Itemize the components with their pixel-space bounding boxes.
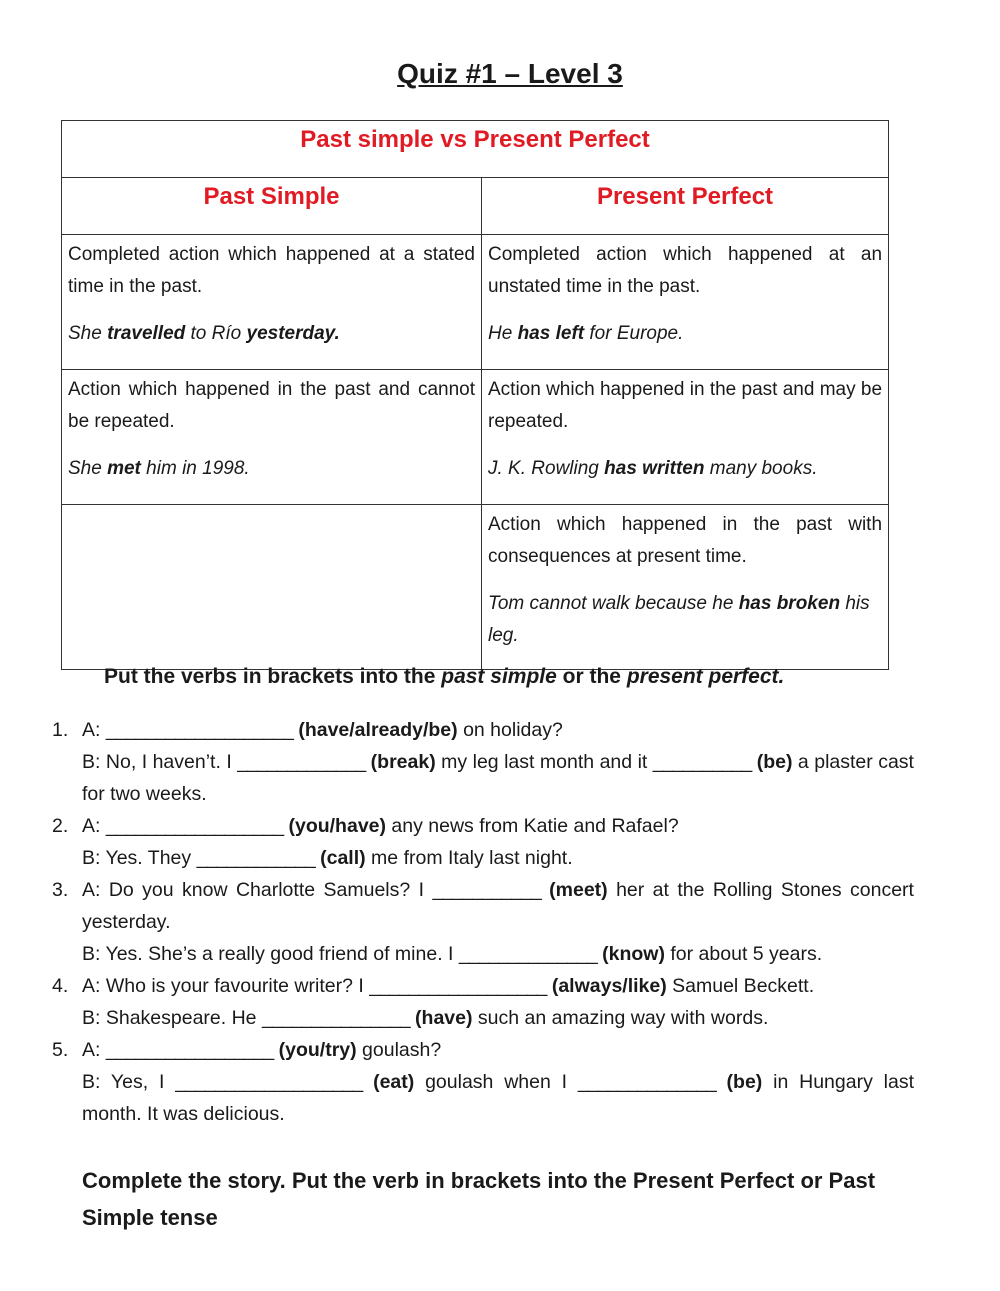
verb-hint: (always/like) <box>546 975 667 997</box>
dialogue-line: A: ___________________ (have/already/be) on holiday? <box>82 719 563 741</box>
verb-hint: (have) <box>409 1007 473 1029</box>
answer-blank[interactable]: ___________ <box>432 879 541 901</box>
table-cell <box>62 370 482 505</box>
table-caption: Past simple vs Present Perfect <box>62 121 889 178</box>
dialogue-line: A: _________________ (you/try) goulash? <box>82 1039 442 1061</box>
answer-blank[interactable]: __________________ <box>105 815 284 837</box>
answer-blank[interactable]: ____________ <box>196 847 315 869</box>
usage-example: She met him in 1998. <box>68 458 250 479</box>
verb-hint: (eat) <box>362 1071 415 1093</box>
exercise-number: 5. <box>52 1039 69 1061</box>
dialogue-line: B: Shakespeare. He _______________ (have) such an amazing way with words. <box>82 1007 769 1029</box>
dialogue-line: B: Yes, I ___________________ (eat) goulash when I ______________ (be) in Hungary last month. It was delicious. <box>82 1071 915 1125</box>
verb-hint: (be) <box>751 751 793 773</box>
verb-hint: (be) <box>715 1071 763 1093</box>
answer-blank[interactable]: ___________________ <box>105 719 293 741</box>
dialogue-line: B: Yes. They ____________ (call) me from Italy last night. <box>82 847 573 869</box>
grammar-table <box>61 120 889 670</box>
usage-definition: Action which happened in the past and cannot be repeated. <box>68 379 475 432</box>
exercise-item <box>48 970 914 1034</box>
dialogue-line: A: Do you know Charlotte Samuels? I ___________ (meet) her at the Rolling Stones concert yesterday. <box>82 879 914 933</box>
usage-definition: Completed action which happened at a stated time in the past. <box>68 244 475 297</box>
usage-example: Tom cannot walk because he has broken his leg. <box>488 593 870 646</box>
table-cell <box>62 235 482 370</box>
dialogue-line: B: Yes. She’s a really good friend of mine. I ______________ (know) for about 5 years. <box>82 943 823 965</box>
column-header-present-perfect: Present Perfect <box>482 178 889 235</box>
answer-blank[interactable]: ___________________ <box>175 1071 363 1093</box>
story-instruction: Complete the story. Put the verb in brackets into the Present Perfect or Past Simple tense <box>82 1168 876 1230</box>
answer-blank[interactable]: __________________ <box>369 975 547 997</box>
answer-blank[interactable]: __________ <box>652 751 752 773</box>
exercise-number: 4. <box>52 975 69 997</box>
table-cell <box>482 235 889 370</box>
table-cell-empty <box>62 505 482 670</box>
exercise-number: 2. <box>52 815 69 837</box>
column-header-past-simple: Past Simple <box>62 178 482 235</box>
exercise-number: 3. <box>52 879 69 901</box>
usage-definition: Completed action which happened at an unstated time in the past. <box>488 244 883 297</box>
verb-hint: (call) <box>314 847 366 869</box>
exercise-item <box>48 810 914 874</box>
exercise-number: 1. <box>52 719 69 741</box>
exercise-item <box>48 1034 914 1130</box>
verb-hint: (break) <box>365 751 436 773</box>
verb-hint: (meet) <box>540 879 608 901</box>
answer-blank[interactable]: _______________ <box>261 1007 410 1029</box>
dialogue-line: A: __________________ (you/have) any news from Katie and Rafael? <box>82 815 679 837</box>
verb-hint: (have/already/be) <box>292 719 458 741</box>
verb-hint: (you/try) <box>273 1039 357 1061</box>
exercise-item <box>48 714 914 810</box>
answer-blank[interactable]: ______________ <box>458 943 597 965</box>
usage-definition: Action which happened in the past and may be repeated. <box>488 379 883 432</box>
usage-definition: Action which happened in the past with consequences at present time. <box>488 514 883 567</box>
page-title: Quiz #1 – Level 3 <box>397 58 623 89</box>
exercise-list <box>48 714 914 1130</box>
exercise-instruction: Put the verbs in brackets into the past simple or the present perfect. <box>104 665 785 688</box>
table-cell <box>482 505 889 670</box>
exercise-item <box>48 874 914 970</box>
verb-hint: (you/have) <box>283 815 386 837</box>
usage-example: She travelled to Río yesterday. <box>68 323 340 344</box>
answer-blank[interactable]: _________________ <box>105 1039 274 1061</box>
dialogue-line: B: No, I haven’t. I _____________ (break) my leg last month and it __________ (be) a plaster cast for two weeks. <box>82 751 914 805</box>
table-cell <box>482 370 889 505</box>
usage-example: J. K. Rowling has written many books. <box>488 458 818 479</box>
answer-blank[interactable]: ______________ <box>577 1071 716 1093</box>
verb-hint: (know) <box>596 943 665 965</box>
dialogue-line: A: Who is your favourite writer? I __________________ (always/like) Samuel Beckett. <box>82 975 815 997</box>
answer-blank[interactable]: _____________ <box>237 751 366 773</box>
usage-example: He has left for Europe. <box>488 323 684 344</box>
